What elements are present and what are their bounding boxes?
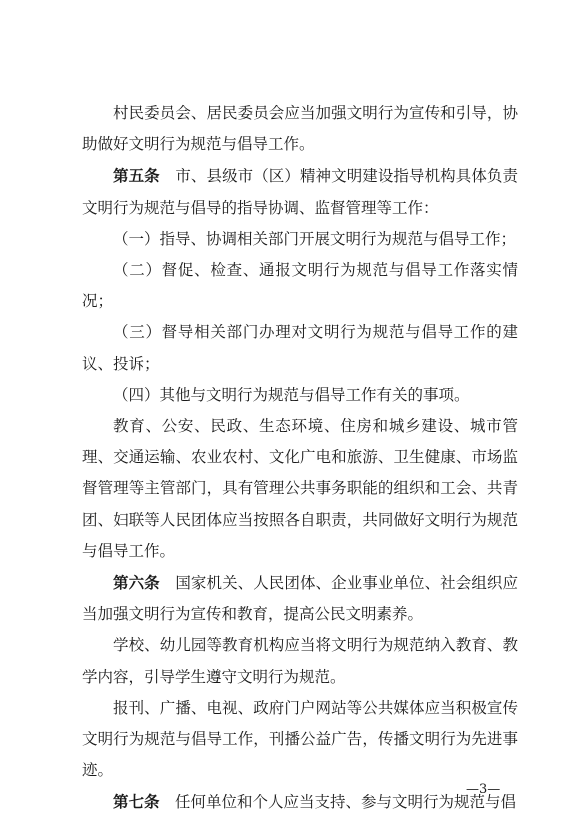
article-number: 第七条 bbox=[113, 792, 160, 812]
paragraph bbox=[82, 693, 518, 787]
paragraph-text: 报刊、广播、电视、政府门户网站等公共媒体应当积极宣传文明行为规范与倡导工作，刊播公益广告，传播文明行为先进事迹。 bbox=[82, 698, 518, 780]
paragraph-text: 市、县级市（区）精神文明建设指导机构具体负责文明行为规范与倡导的指导协调、监督管理等工作： bbox=[82, 167, 518, 217]
paragraph-text: 国家机关、人民团体、企业事业单位、社会组织应当加强文明行为宣传和教育，提高公民文明素养。 bbox=[82, 574, 518, 624]
paragraph-text: （一）指导、协调相关部门开展文明行为规范与倡导工作； bbox=[113, 229, 517, 248]
paragraph-text: 教育、公安、民政、生态环境、住房和城乡建设、城市管理、交通运输、农业农村、文化广电和旅游、卫生健康、市场监督管理等主管部门，具有管理公共事务职能的组织和工会、共青团、妇联等人民团体应当按照各自职责，共同做好文明行为规范与倡导工作。 bbox=[82, 417, 518, 560]
paragraph bbox=[82, 380, 518, 411]
article-paragraph bbox=[82, 786, 518, 818]
article-paragraph bbox=[82, 160, 518, 223]
paragraph-text: 任何单位和个人应当支持、参与文明行为规范与倡 bbox=[159, 793, 517, 812]
article-number: 第五条 bbox=[113, 166, 160, 186]
paragraph bbox=[82, 317, 518, 379]
paragraph bbox=[82, 630, 518, 692]
article-paragraph bbox=[82, 567, 518, 630]
paragraph-text: （二）督促、检查、通报文明行为规范与倡导工作落实情况； bbox=[82, 261, 518, 311]
document-body bbox=[82, 98, 518, 819]
paragraph-text: 学校、幼儿园等教育机构应当将文明行为规范纳入教育、教学内容，引导学生遵守文明行为规范。 bbox=[82, 636, 518, 686]
paragraph-text: （三）督导相关部门办理对文明行为规范与倡导工作的建议、投诉； bbox=[82, 323, 518, 373]
paragraph-text: （四）其他与文明行为规范与倡导工作有关的事项。 bbox=[113, 385, 470, 404]
page-number: —3— bbox=[466, 782, 501, 797]
paragraph-text: 村民委员会、居民委员会应当加强文明行为宣传和引导，协助做好文明行为规范与倡导工作。 bbox=[82, 104, 518, 154]
paragraph bbox=[82, 411, 518, 567]
article-number: 第六条 bbox=[113, 573, 160, 593]
paragraph bbox=[82, 224, 518, 255]
paragraph bbox=[82, 255, 518, 317]
paragraph bbox=[82, 98, 518, 160]
